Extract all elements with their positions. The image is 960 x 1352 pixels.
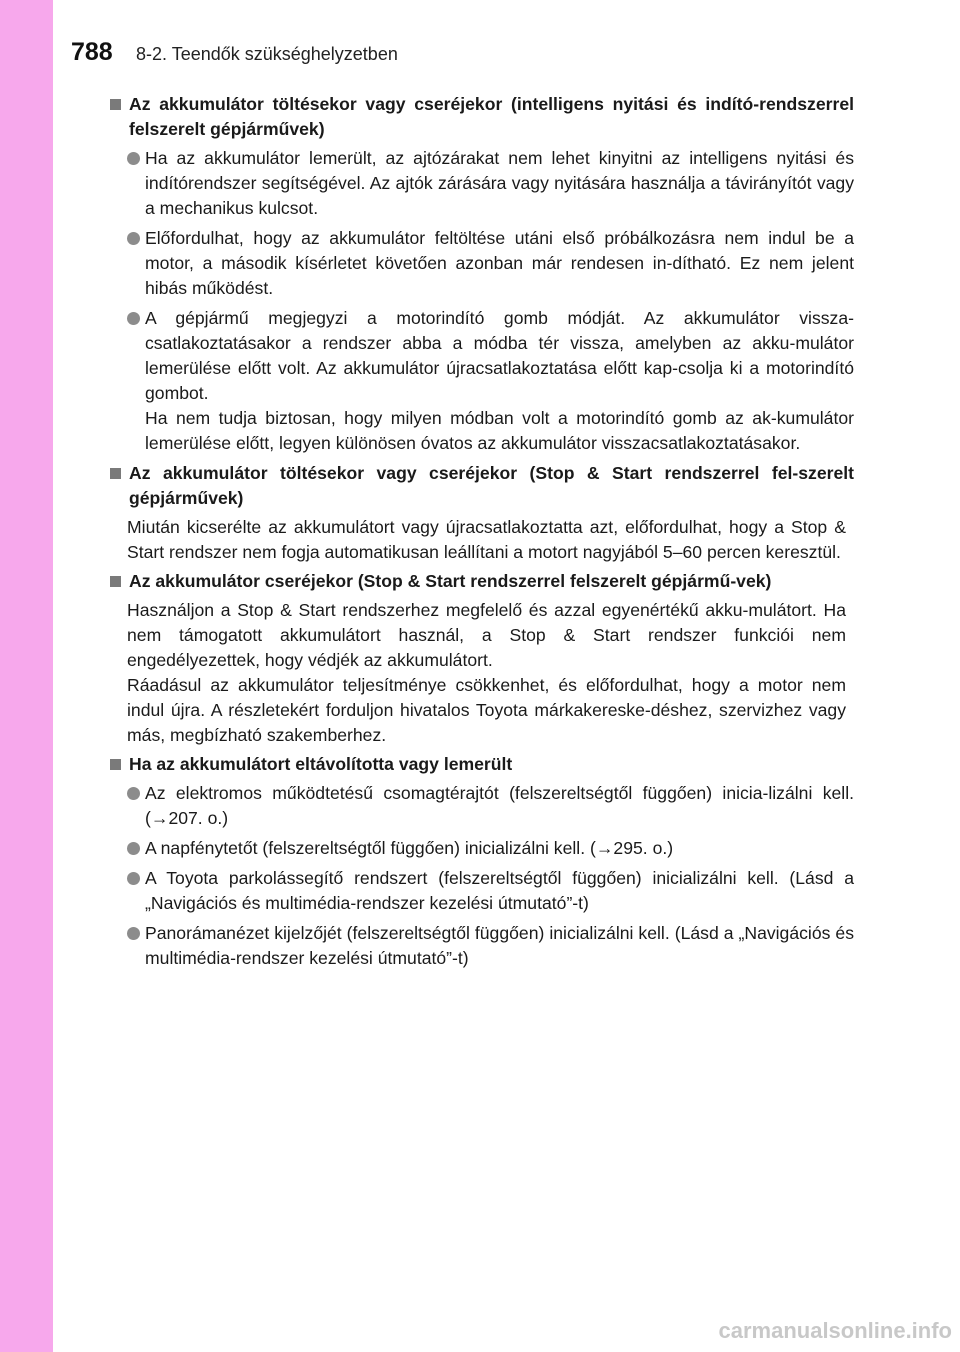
circle-bullet-icon (127, 232, 140, 245)
list-item: Az elektromos működtetésű csomagtérajtót (felszereltségtől függően) inicia-lizálni kell. (→207. o.) (110, 781, 854, 831)
square-bullet-icon (110, 576, 121, 587)
square-bullet-icon (110, 759, 121, 770)
watermark: carmanualsonline.info (718, 1318, 952, 1343)
list-item: A napfénytetőt (felszereltségtől függően) inicializálni kell. (→295. o.) (110, 836, 854, 861)
circle-bullet-icon (127, 842, 140, 855)
circle-bullet-icon (127, 872, 140, 885)
circle-bullet-icon (127, 312, 140, 325)
section-heading: Ha az akkumulátort eltávolította vagy lemerült (110, 752, 854, 777)
section-heading: Az akkumulátor töltésekor vagy cseréjekor (Stop & Start rendszerrel fel-szerelt gépjárművek) (110, 461, 854, 511)
square-bullet-icon (110, 99, 121, 110)
list-item: Ha az akkumulátor lemerült, az ajtózárakat nem lehet kinyitni az intelligens nyitási és indítórendszer segítségével. Az ajtók zárására vagy nyitására használja a távirányítót vagy a mechanikus kulcsot. (110, 146, 854, 221)
square-bullet-icon (110, 468, 121, 479)
page-number: 788 (71, 38, 113, 66)
list-item: Előfordulhat, hogy az akkumulátor feltöltése utáni első próbálkozásra nem indul be a motor, a második kísérletet követően azonban már rendesen in-dítható. Ez nem jelent hibás működést. (110, 226, 854, 301)
circle-bullet-icon (127, 152, 140, 165)
paragraph: Használjon a Stop & Start rendszerhez megfelelő és azzal egyenértékű akku-mulátort. Ha nem támogatott akkumulátort használ, a Stop & Start rendszer funkciói nem engedélyezettek, hogy védjék az akkumulátort. Ráadásul az akkumulátor teljesítménye csökkenhet, és előfordulhat, hogy a motor nem indul újra. A részletekért forduljon hivatalos Toyota márkakereske-déshez, szervizhez vagy más, megbízható szakemberhez. (127, 600, 846, 745)
page-content (110, 92, 854, 976)
paragraph: Miután kicserélte az akkumulátort vagy újracsatlakoztatta azt, előfordulhat, hogy a Stop & Start rendszer nem fogja automatikusan leállítani a motort nagyjából 5–60 percen keresztül. (127, 517, 846, 562)
section-title: 8-2. Teendők szükséghelyzetben (136, 44, 398, 64)
list-item: Panorámanézet kijelzőjét (felszereltségtől függően) inicializálni kell. (Lásd a „Navigációs és multimédia-rendszer kezelési útmutató”-t) (110, 921, 854, 971)
list-item: A Toyota parkolássegítő rendszert (felszereltségtől függően) inicializálni kell. (Lásd a „Navigációs és multimédia-rendszer kezelési útmutató”-t) (110, 866, 854, 916)
circle-bullet-icon (127, 927, 140, 940)
list-item: A gépjármű megjegyzi a motorindító gomb módját. Az akkumulátor vissza-csatlakoztatásakor a rendszer abba a módba tér vissza, amelyben az akku-mulátor lemerülése előtt volt. Az akkumulátor újracsatlakoztatása előtt kap-csolja ki a motorindító gombot. Ha nem tudja biztosan, hogy milyen módban volt a motorindító gomb az ak-kumulátor lemerülése előtt, legyen különösen óvatos az akkumulátor visszacsatlakoztatásakor. (110, 306, 854, 456)
circle-bullet-icon (127, 787, 140, 800)
section-heading: Az akkumulátor töltésekor vagy cseréjekor (intelligens nyitási és indító-rendszerrel felszerelt gépjárművek) (110, 92, 854, 142)
section-heading: Az akkumulátor cseréjekor (Stop & Start rendszerrel felszerelt gépjármű-vek) (110, 569, 854, 594)
page-side-tab (0, 0, 53, 1352)
